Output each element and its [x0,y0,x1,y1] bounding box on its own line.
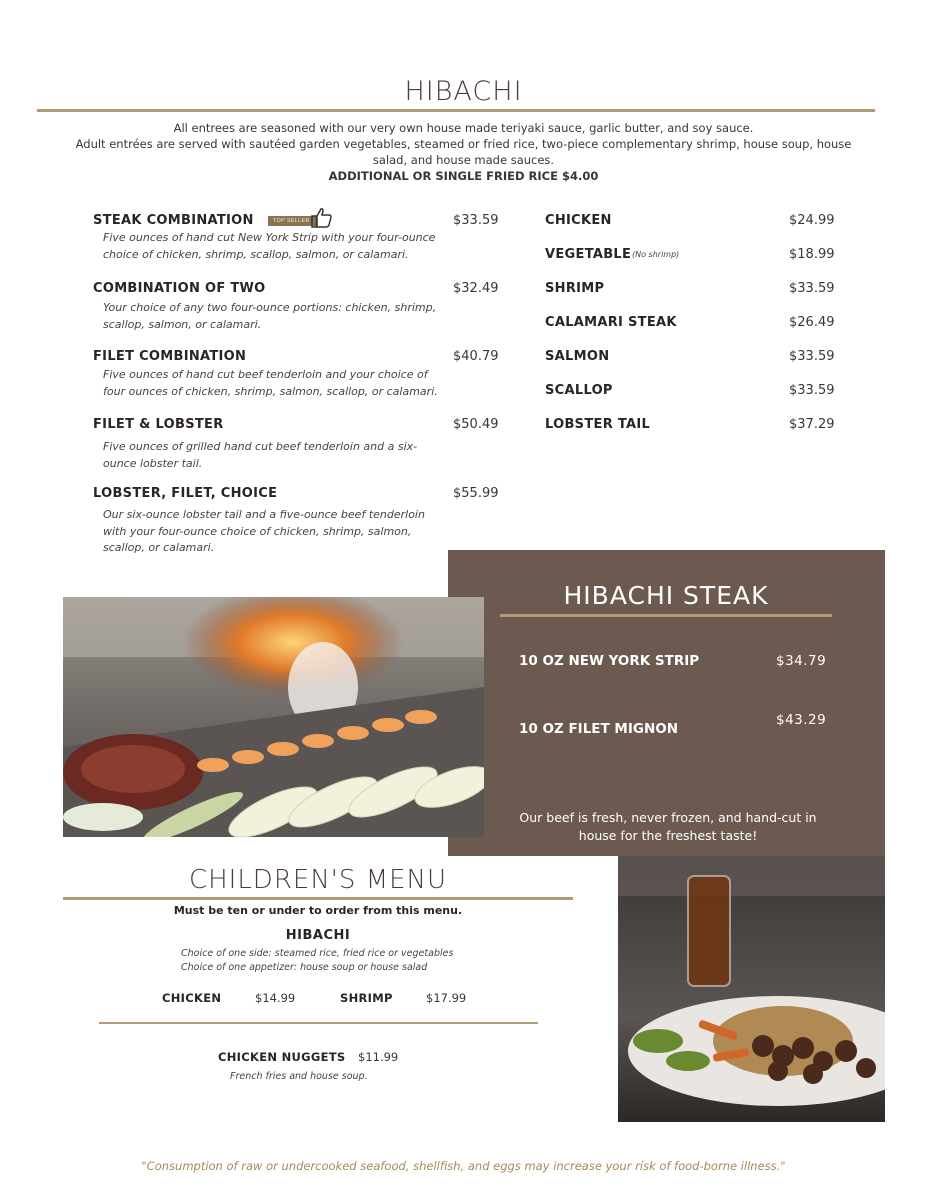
intro-line-1: All entrees are seasoned with our very own house made teriyaki sauce, garlic butter, and soy sauce. [173,121,754,135]
menu-item-price: $33.59 [789,349,835,364]
hibachi-steak-rule [500,614,832,617]
kids-item-price: $14.99 [255,991,296,1005]
menu-item-description: Your choice of any two four-ounce portions: chicken, shrimp, scallop, salmon, or calamari. [103,301,437,331]
menu-item-name: CHICKEN [545,213,612,228]
menu-item-description: Our six-ounce lobster tail and a five-ounce beef tenderloin with your four-ounce choice of chicken, shrimp, salmon, scallop, or calamari. [103,508,425,554]
hibachi-title-rule [37,109,875,112]
menu-item-name: COMBINATION OF TWO [93,281,266,296]
menu-item-price: $50.49 [453,417,499,432]
no-shrimp-note: (No shrimp) [632,250,680,259]
childrens-menu-title: CHILDREN'S MENU [188,865,448,895]
menu-item-name: SALMON [545,349,610,364]
thumbs-up-icon [310,207,334,229]
kids-item-name: SHRIMP [340,991,393,1005]
menu-item-price: $18.99 [789,247,835,262]
intro-line-3: salad, and house made sauces. [372,153,555,167]
menu-item-price: $32.49 [453,281,499,296]
menu-item-name: SHRIMP [545,281,605,296]
hibachi-grill-photo [63,597,484,837]
menu-item-name: LOBSTER TAIL [545,417,651,432]
menu-item-price: $37.29 [789,417,835,432]
menu-item-price: $33.59 [453,213,499,228]
menu-item-name: STEAK COMBINATION [93,213,254,228]
menu-item-name: FILET COMBINATION [93,349,247,364]
menu-item-price: $33.59 [789,383,835,398]
steak-item-name: 10 OZ FILET MIGNON [519,721,679,737]
childrens-title-rule [63,897,573,900]
steak-item-price: $43.29 [776,712,827,728]
steak-item-name: 10 OZ NEW YORK STRIP [519,653,700,669]
steak-item-price: $34.79 [776,653,827,669]
menu-item-price: $24.99 [789,213,835,228]
childrens-subtitle: Must be ten or under to order from this menu. [173,904,463,917]
nuggets-price: $11.99 [358,1050,399,1064]
nuggets-description: French fries and house soup. [230,1071,368,1082]
childrens-hibachi-heading: HIBACHI [285,928,351,943]
menu-item-name: SCALLOP [545,383,613,398]
top-seller-badge: TOP SELLER [268,216,315,226]
hibachi-intro [60,120,867,184]
additional-fried-rice-note: ADDITIONAL OR SINGLE FRIED RICE $4.00 [328,169,599,183]
hibachi-title: HIBACHI [404,76,523,107]
menu-item-description: Five ounces of hand cut beef tenderloin and your choice of four ounces of chicken, shrimp, salmon, scallop, or calamari. [103,368,438,398]
intro-line-2: Adult entrées are served with sautéed garden vegetables, steamed or fried rice, two-piece complementary shrimp, house soup, house [75,137,852,151]
menu-item-price: $33.59 [789,281,835,296]
beef-fresh-note: Our beef is fresh, never frozen, and hand-cut in house for the freshest taste! [519,810,817,843]
childrens-choices: Choice of one side: steamed rice, fried rice or vegetables Choice of one appetizer: house soup or house salad [181,948,454,973]
menu-item-description: Five ounces of hand cut New York Strip with your four-ounce choice of chicken, shrimp, scallop, salmon, or calamari. [103,231,436,261]
hibachi-plate-photo [618,856,885,1122]
menu-item-name: CALAMARI STEAK [545,315,677,330]
kids-item-price: $17.99 [426,991,467,1005]
childrens-divider [99,1022,538,1024]
food-safety-disclaimer: "Consumption of raw or undercooked seafood, shellfish, and eggs may increase your risk of food-borne illness." [141,1159,786,1173]
menu-item-price: $26.49 [789,315,835,330]
kids-item-name: CHICKEN [162,991,222,1005]
menu-item-name: VEGETABLE [545,247,632,262]
menu-item-price: $55.99 [453,486,499,501]
menu-item-price: $40.79 [453,349,499,364]
nuggets-name: CHICKEN NUGGETS [218,1050,346,1064]
menu-item-name: FILET & LOBSTER [93,417,224,432]
menu-item-name: LOBSTER, FILET, CHOICE [93,486,278,501]
hibachi-steak-title: HIBACHI STEAK [563,581,769,610]
menu-item-description: Five ounces of grilled hand cut beef tenderloin and a six- ounce lobster tail. [103,440,418,470]
